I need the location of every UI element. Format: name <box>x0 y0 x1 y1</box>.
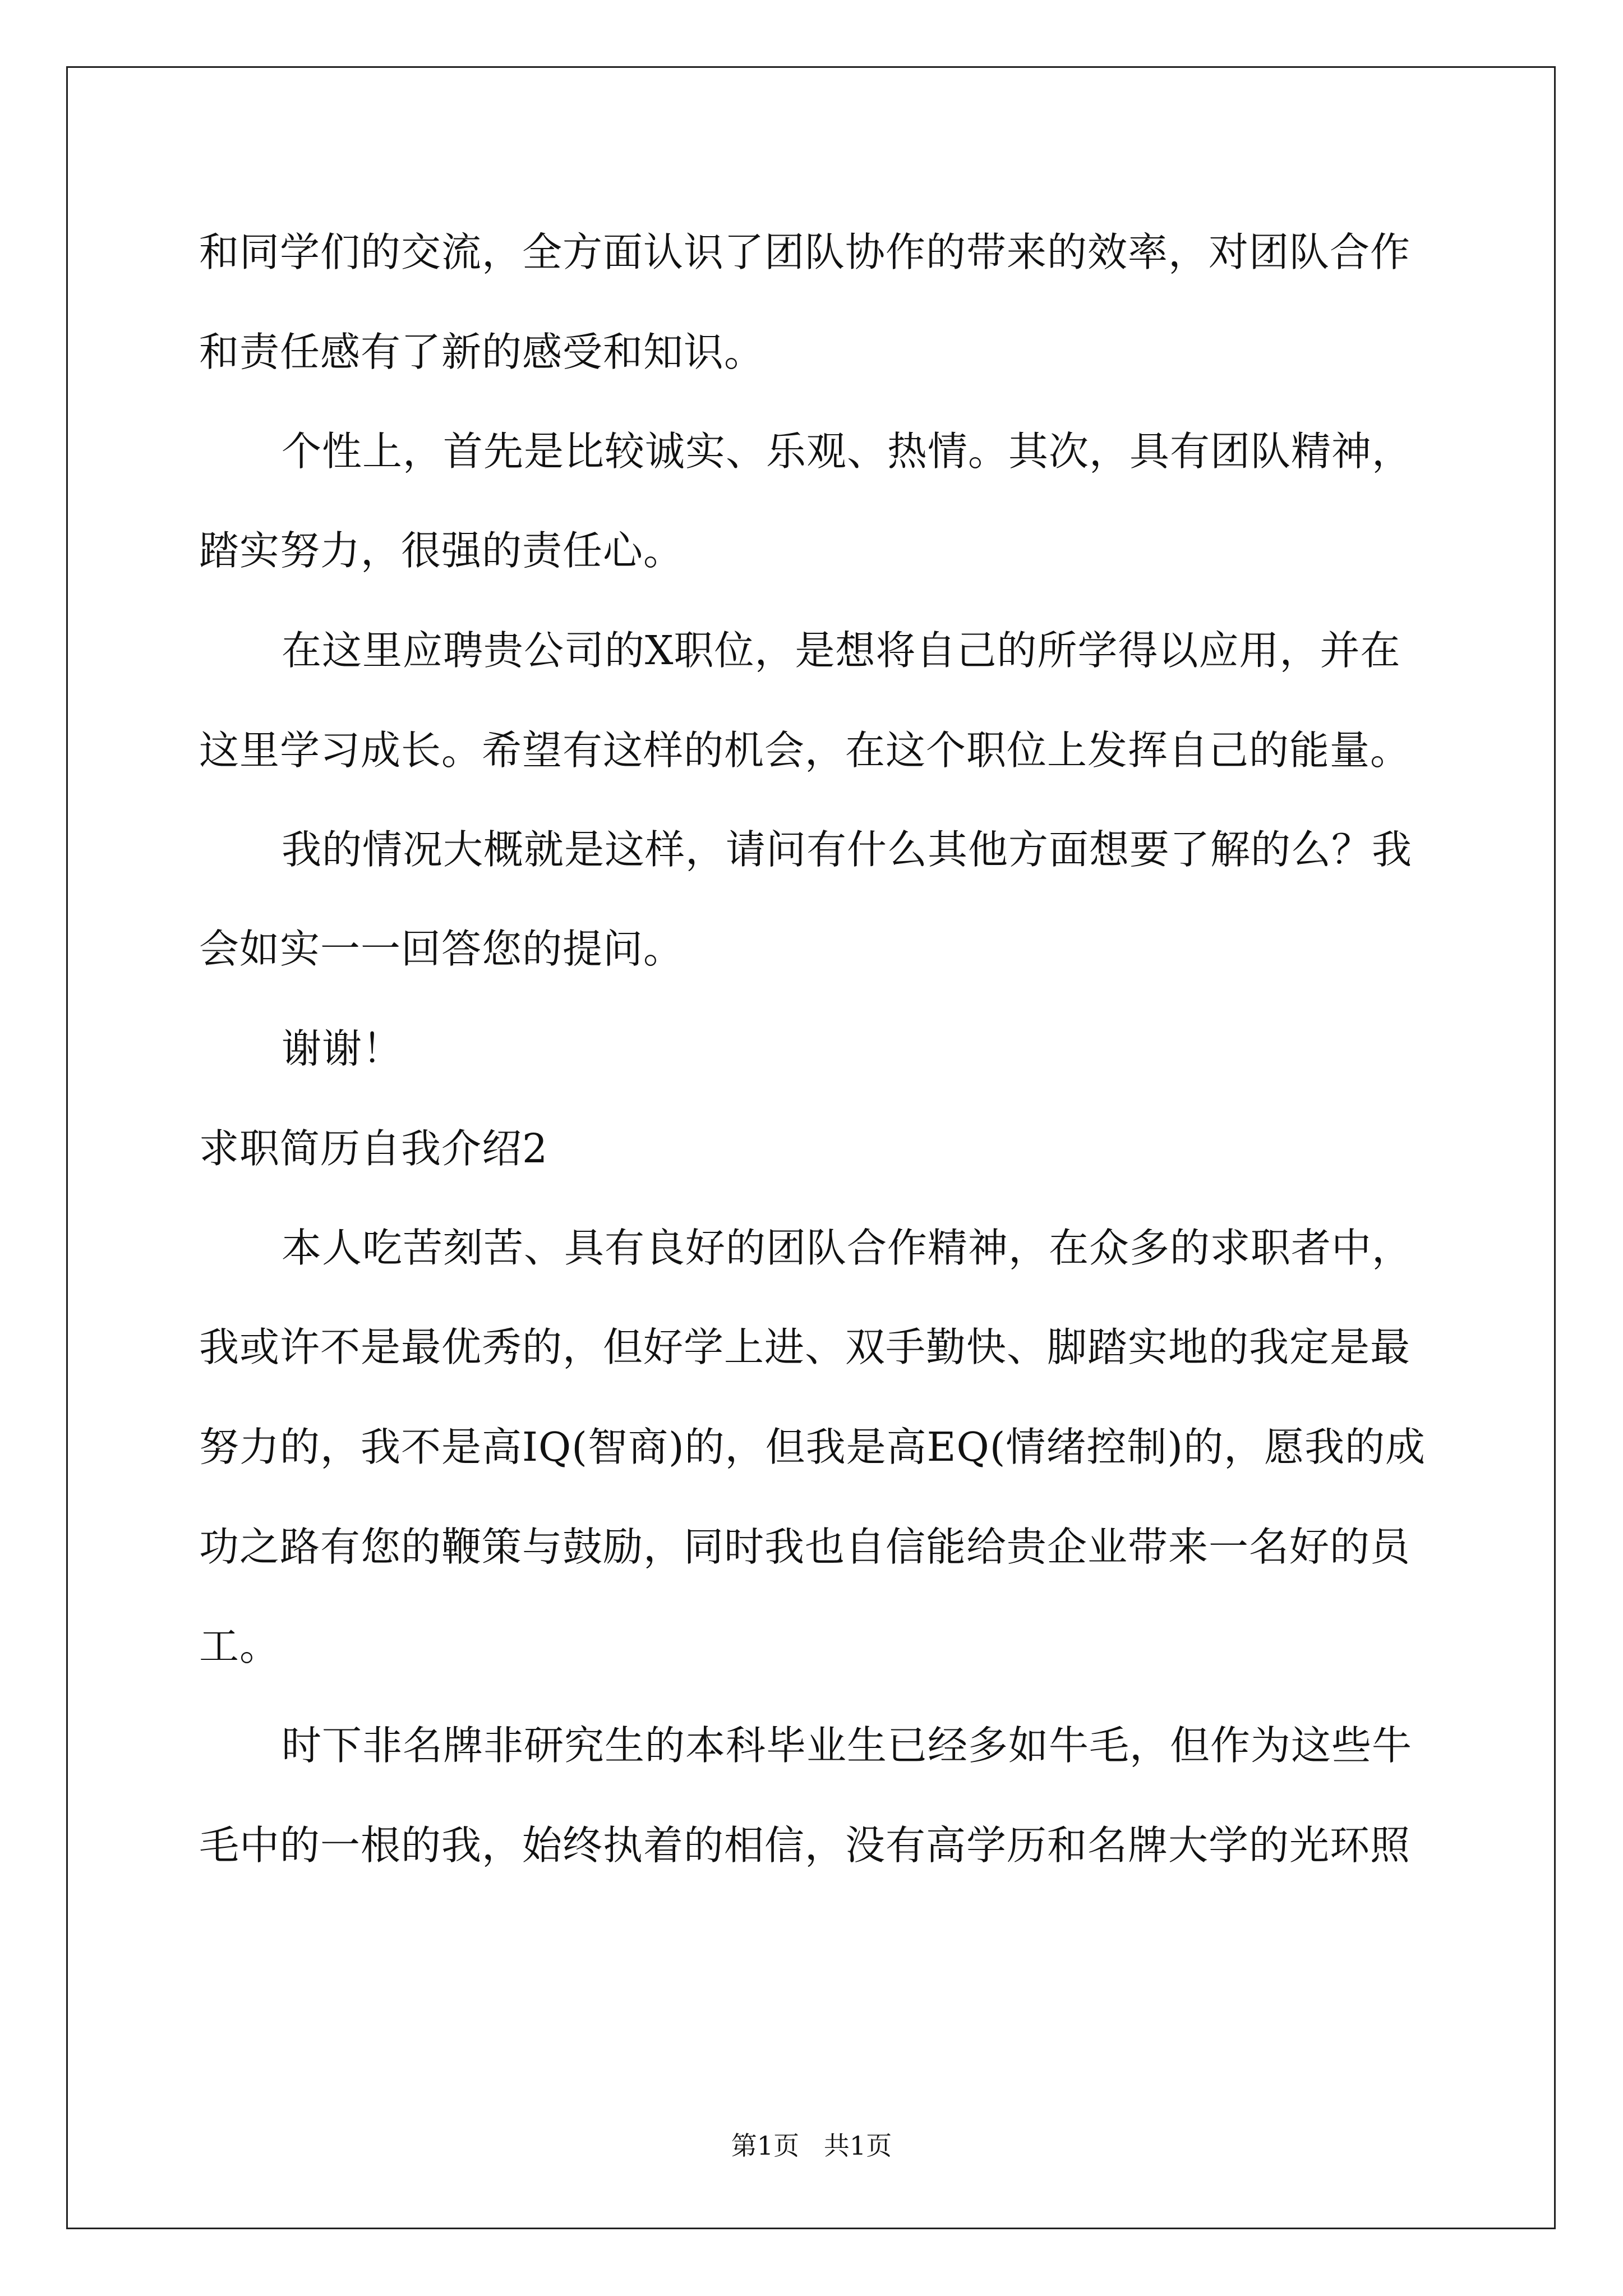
text-line: 我的情况大概就是这样，请问有什么其他方面想要了解的么？我 <box>282 826 1413 873</box>
text-line: 毛中的一根的我，始终执着的相信，没有高学历和名牌大学的光环照 <box>199 1822 1411 1869</box>
text-line: 在这里应聘贵公司的X职位，是想将自己的所学得以应用，并在 <box>282 627 1401 674</box>
text-line: 个性上，首先是比较诚实、乐观、热情。其次，具有团队精神， <box>282 428 1413 475</box>
text-line: 和责任感有了新的感受和知识。 <box>199 329 765 375</box>
section-heading: 求职简历自我介绍2 <box>199 1125 548 1172</box>
text-line: 时下非名牌非研究生的本科毕业生已经多如牛毛，但作为这些牛 <box>282 1722 1413 1769</box>
text-line: 功之路有您的鞭策与鼓励，同时我也自信能给贵企业带来一名好的员 <box>199 1524 1411 1570</box>
text-line: 我或许不是最优秀的，但好学上进、双手勤快、脚踏实地的我定是最 <box>199 1324 1411 1370</box>
page-footer: 第1页 共1页 <box>731 2131 892 2161</box>
text-line: 谢谢！ <box>282 1025 403 1072</box>
text-line: 努力的，我不是高IQ(智商)的，但我是高EQ(情绪控制)的，愿我的成 <box>199 1424 1426 1470</box>
text-line: 会如实一一回答您的提问。 <box>199 926 684 972</box>
text-line: 踏实努力，很强的责任心。 <box>199 527 684 574</box>
text-line: 工。 <box>199 1623 280 1669</box>
text-line: 和同学们的交流，全方面认识了团队协作的带来的效率，对团队合作 <box>199 229 1411 275</box>
text-line: 本人吃苦刻苦、具有良好的团队合作精神，在众多的求职者中， <box>282 1225 1413 1271</box>
text-line: 这里学习成长。希望有这样的机会，在这个职位上发挥自己的能量。 <box>199 727 1411 774</box>
